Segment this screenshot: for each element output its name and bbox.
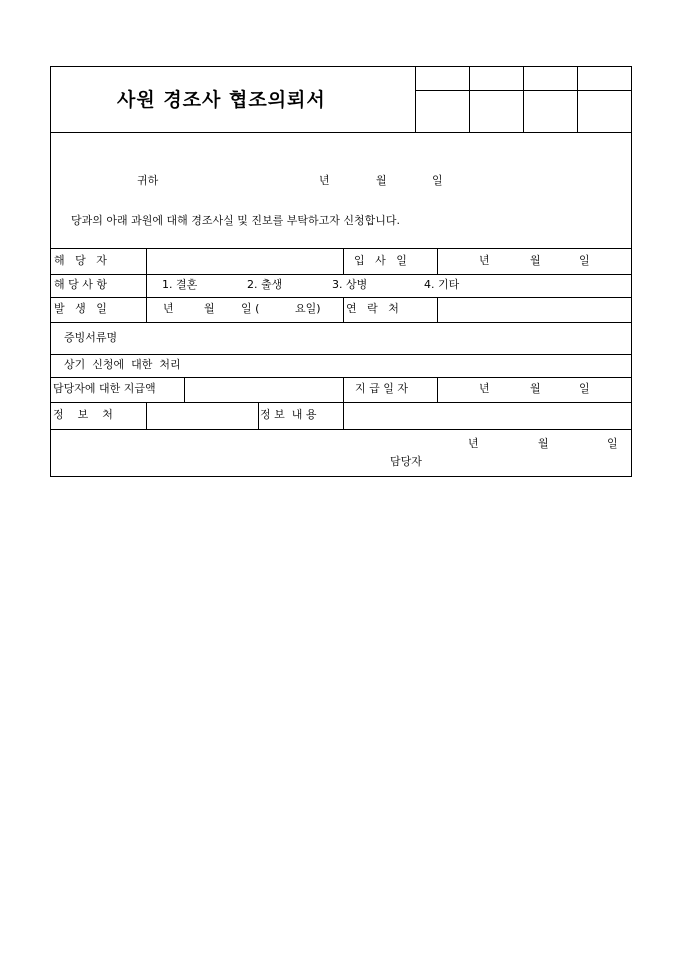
- payment-month: 월: [530, 382, 541, 395]
- occurrence-day: 일 (: [241, 302, 260, 315]
- option-birth: 2. 출생: [247, 278, 283, 291]
- address-year: 년: [319, 174, 330, 187]
- info-source-label: 정 보 처: [53, 408, 113, 421]
- footer-day: 일: [607, 437, 618, 450]
- addressee-label: 귀하: [137, 174, 159, 187]
- join-year: 년: [479, 254, 490, 267]
- occurrence-weekday: 요일): [295, 302, 321, 315]
- footer-year: 년: [468, 437, 479, 450]
- address-day: 일: [432, 174, 443, 187]
- option-illness: 3. 상병: [332, 278, 368, 291]
- intro-text: 당과의 아래 과원에 대해 경조사실 및 진보를 부탁하고자 신청합니다.: [71, 214, 400, 227]
- join-day: 일: [579, 254, 590, 267]
- join-month: 월: [530, 254, 541, 267]
- subject-label: 해 당 자: [54, 254, 107, 267]
- occurrence-year: 년: [163, 302, 174, 315]
- officer-label: 담당자: [390, 455, 422, 468]
- payment-date-label: 지 급 일 자: [355, 382, 408, 395]
- form-title: 사원 경조사 협조의뢰서: [117, 89, 326, 111]
- payment-day: 일: [579, 382, 590, 395]
- option-marriage: 1. 결혼: [162, 278, 198, 291]
- occurrence-label: 발 생 일: [54, 302, 107, 315]
- processing-label: 상기 신청에 대한 처리: [64, 358, 181, 371]
- info-content-label: 정 보 내 용: [260, 408, 317, 421]
- option-other: 4. 기타: [424, 278, 460, 291]
- request-form: [50, 66, 632, 477]
- join-date-label: 입 사 일: [354, 254, 407, 267]
- address-month: 월: [376, 174, 387, 187]
- payment-year: 년: [479, 382, 490, 395]
- matter-label: 해 당 사 항: [54, 278, 107, 291]
- payment-amount-label: 담당자에 대한 지급액: [53, 382, 156, 395]
- occurrence-month: 월: [204, 302, 215, 315]
- evidence-label: 증빙서류명: [64, 331, 118, 344]
- footer-month: 월: [538, 437, 549, 450]
- contact-label: 연 락 처: [346, 302, 399, 315]
